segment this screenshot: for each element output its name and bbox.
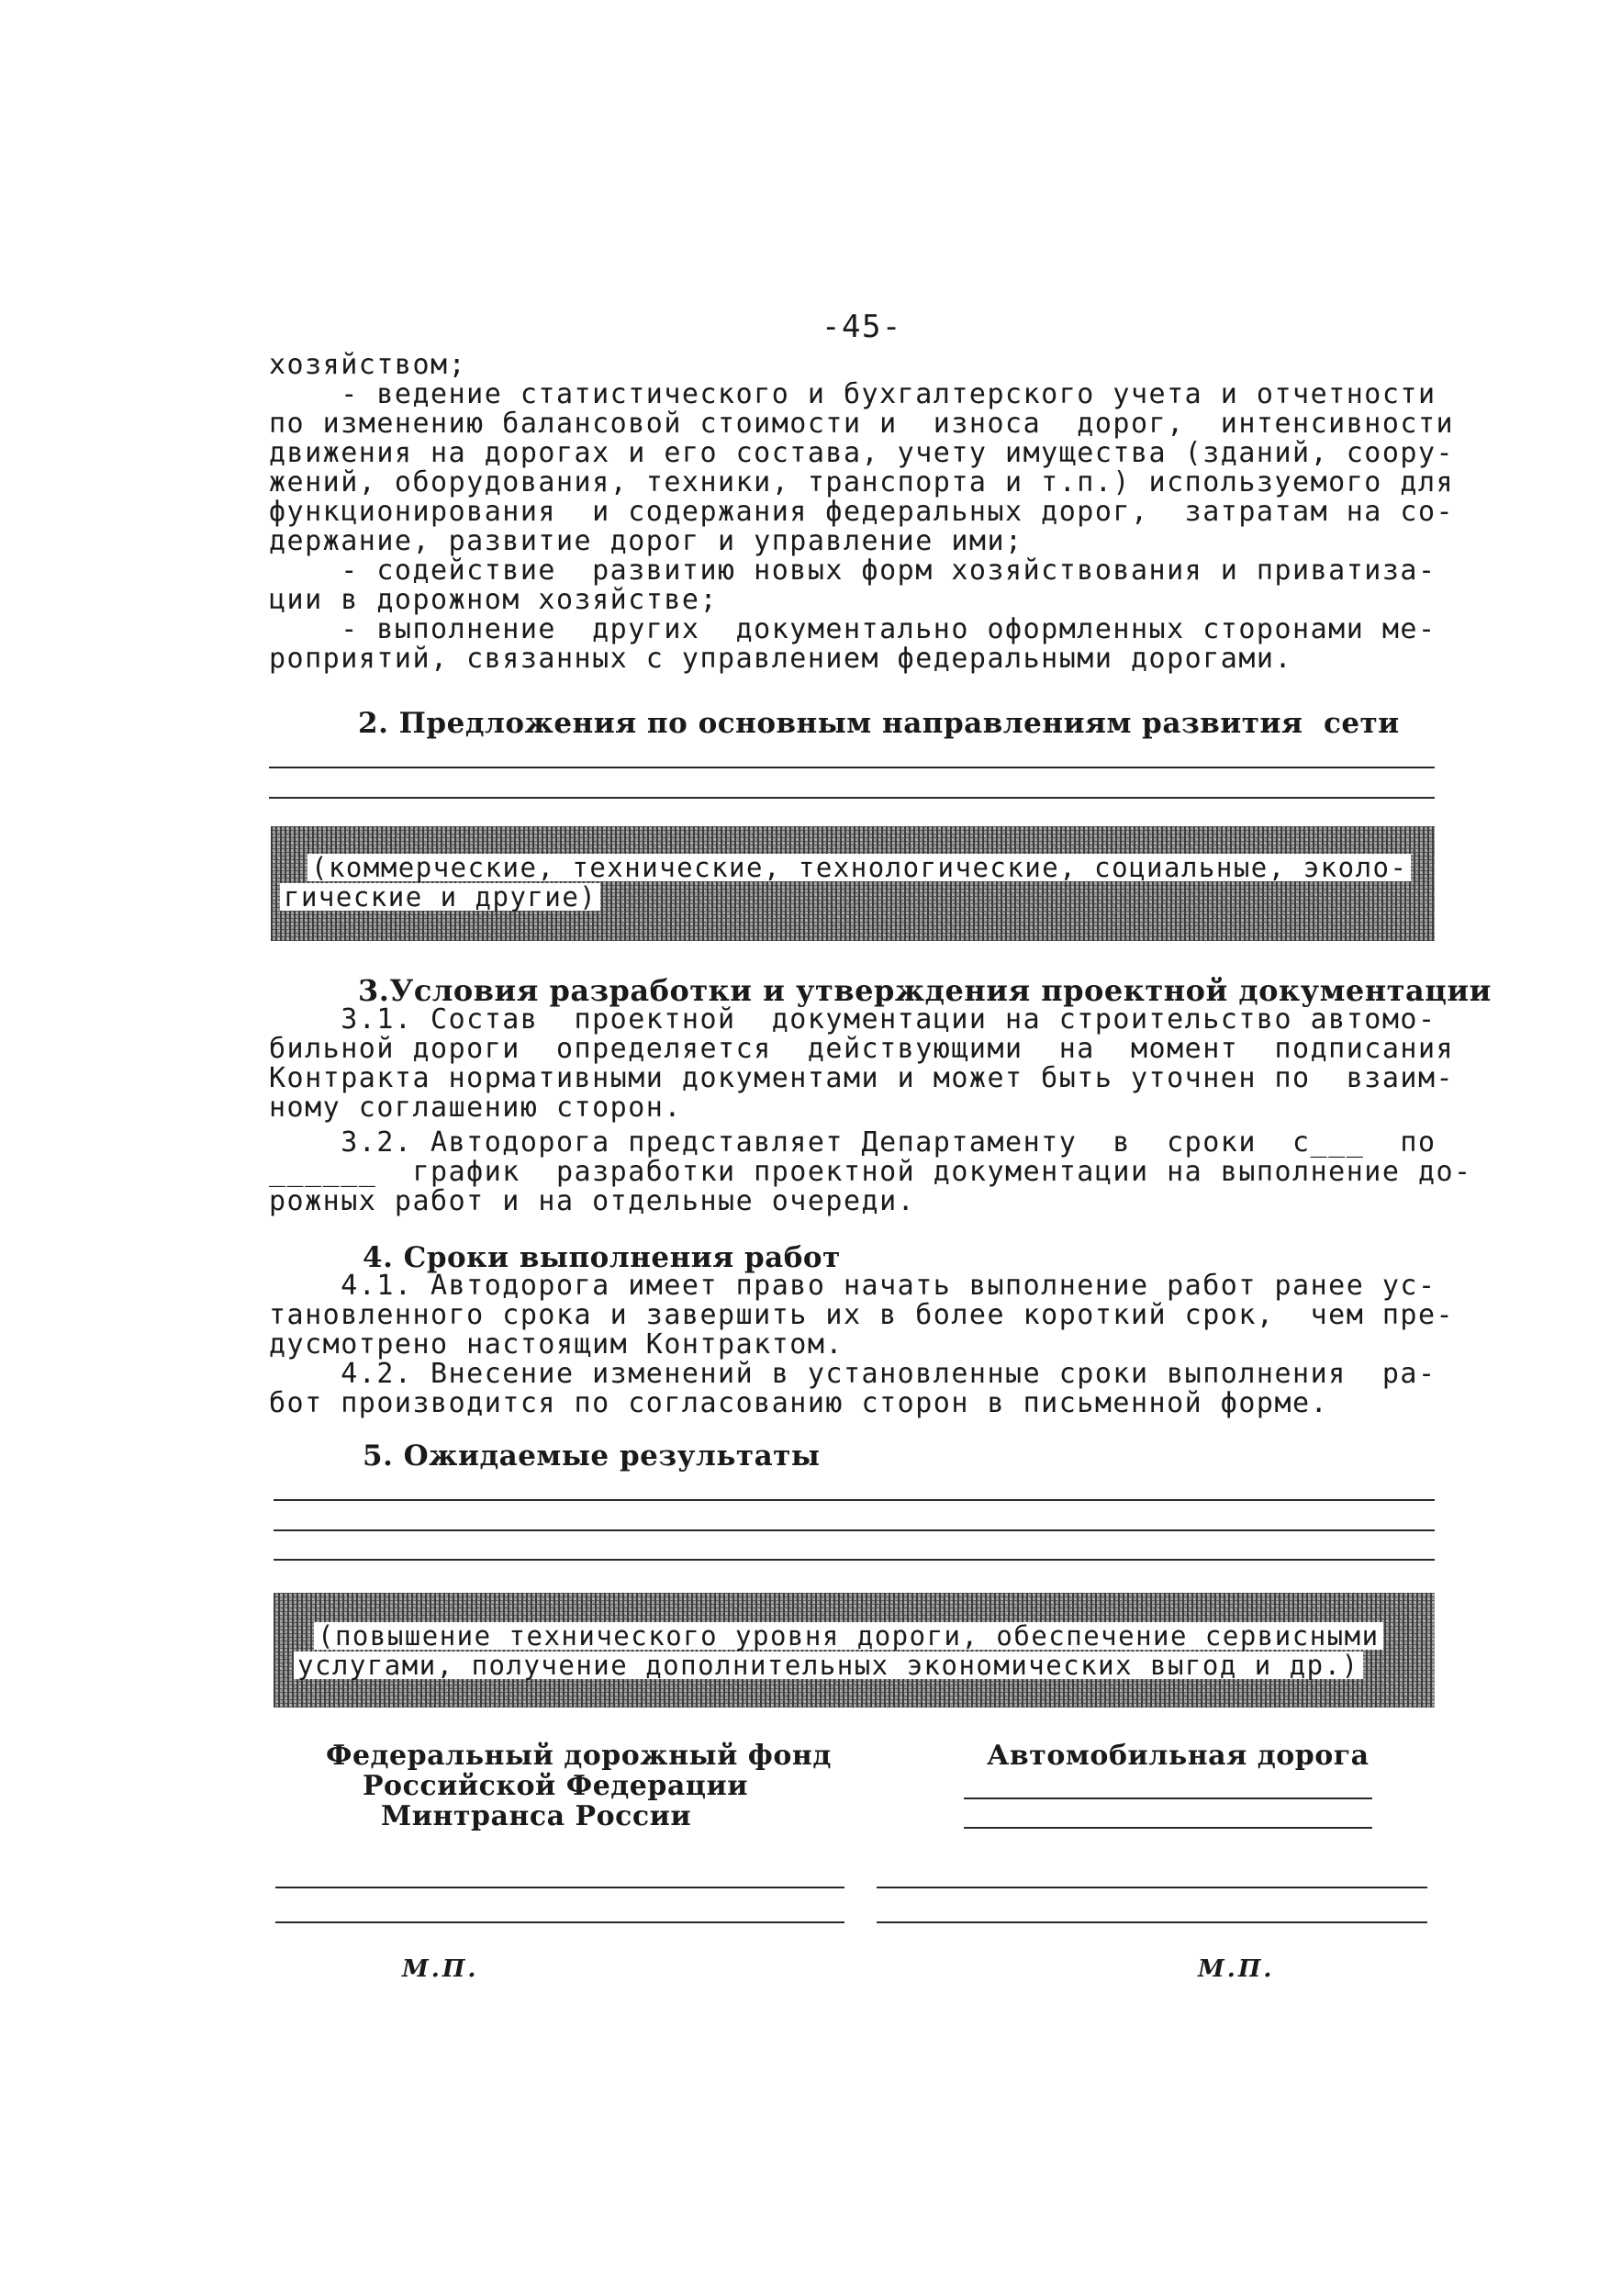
text-line: ______ график разработки проектной документации на выполнение до- xyxy=(269,1156,1472,1188)
section-5-heading: 5. Ожидаемые результаты xyxy=(363,1439,821,1473)
text-line: 3.1. Состав проектной документации на строительство автомо- xyxy=(269,1003,1437,1036)
text-line: хозяйством; xyxy=(269,349,467,381)
fill-in-line xyxy=(274,1559,1435,1561)
intro-text xyxy=(269,351,1454,674)
text-line: рожных работ и на отдельные очереди. xyxy=(269,1185,916,1217)
text-line: движения на дорогах и его состава, учету имущества (зданий, соору- xyxy=(269,437,1455,469)
text-line: бот производится по согласованию сторон в письменной форме. xyxy=(269,1387,1329,1419)
signatory-right-name: Автомобильная дорога xyxy=(987,1740,1370,1772)
text-line: жений, оборудования, техники, транспорта и т.п.) используемого для xyxy=(269,466,1455,498)
fill-in-line xyxy=(269,797,1435,799)
signature-line-left xyxy=(275,1921,844,1923)
section-2-note-line: (коммерческие, технические, технологические, социальные, эколо- xyxy=(307,854,1411,881)
text-line: 4.2. Внесение изменений в установленные сроки выполнения ра- xyxy=(269,1358,1437,1390)
text-line: - выполнение других документально оформленных сторонами ме- xyxy=(269,613,1437,645)
name-line-right xyxy=(964,1798,1372,1799)
section-4-heading: 4. Сроки выполнения работ xyxy=(363,1241,841,1274)
page-number: -45- xyxy=(822,308,902,345)
text-line: ному соглашению сторон. xyxy=(269,1092,682,1124)
fill-in-line xyxy=(274,1499,1435,1501)
stamp-place-left: М.П. xyxy=(402,1955,479,1983)
signatory-left-name: Федеральный дорожный фонд xyxy=(326,1740,832,1772)
section-4-text xyxy=(269,1271,1454,1418)
signatory-left-name: Минтранса России xyxy=(381,1800,692,1832)
signatory-left-name: Российской Федерации xyxy=(363,1770,748,1802)
text-line: дусмотрено настоящим Контрактом. xyxy=(269,1328,844,1361)
text-line: бильной дороги определяется действующими на момент подписания xyxy=(269,1033,1455,1065)
fill-in-line xyxy=(274,1529,1435,1531)
signature-line-right xyxy=(877,1921,1427,1923)
text-line: - содействие развитию новых форм хозяйствования и приватиза- xyxy=(269,554,1437,587)
section-2-note-line: гические и другие) xyxy=(280,883,600,911)
text-line: роприятий, связанных с управлением федеральными дорогами. xyxy=(269,643,1293,675)
signature-line-right xyxy=(877,1887,1427,1888)
text-line: Контракта нормативными документами и может быть уточнен по взаим- xyxy=(269,1062,1455,1094)
fill-in-line xyxy=(269,767,1435,768)
section-2-heading: 2. Предложения по основным направлениям развития сети xyxy=(358,707,1400,740)
section-5-note-line: (повышение технического уровня дороги, обеспечение сервисными xyxy=(314,1622,1383,1650)
text-line: - ведение статистического и бухгалтерского учета и отчетности xyxy=(269,378,1437,410)
text-line: тановленного срока и завершить их в более короткий срок, чем пре- xyxy=(269,1299,1455,1331)
text-line: держание, развитие дорог и управление ими; xyxy=(269,525,1023,557)
stamp-place-right: М.П. xyxy=(1198,1955,1275,1983)
name-line-right xyxy=(964,1827,1372,1829)
text-line: функционирования и содержания федеральных дорог, затратам на со- xyxy=(269,496,1455,528)
text-line: 3.2. Автодорога представляет Департаменту в сроки с___ по xyxy=(269,1126,1437,1159)
text-line: ции в дорожном хозяйстве; xyxy=(269,584,719,616)
section-3-text xyxy=(269,1005,1472,1216)
text-line: 4.1. Автодорога имеет право начать выполнение работ ранее ус- xyxy=(269,1270,1437,1302)
section-5-note-line: услугами, получение дополнительных экономических выгод и др.) xyxy=(294,1652,1363,1679)
section-3-heading: 3.Условия разработки и утверждения проектной документации xyxy=(358,973,1492,1008)
signature-line-left xyxy=(275,1887,844,1888)
text-line: по изменению балансовой стоимости и износа дорог, интенсивности xyxy=(269,408,1455,440)
